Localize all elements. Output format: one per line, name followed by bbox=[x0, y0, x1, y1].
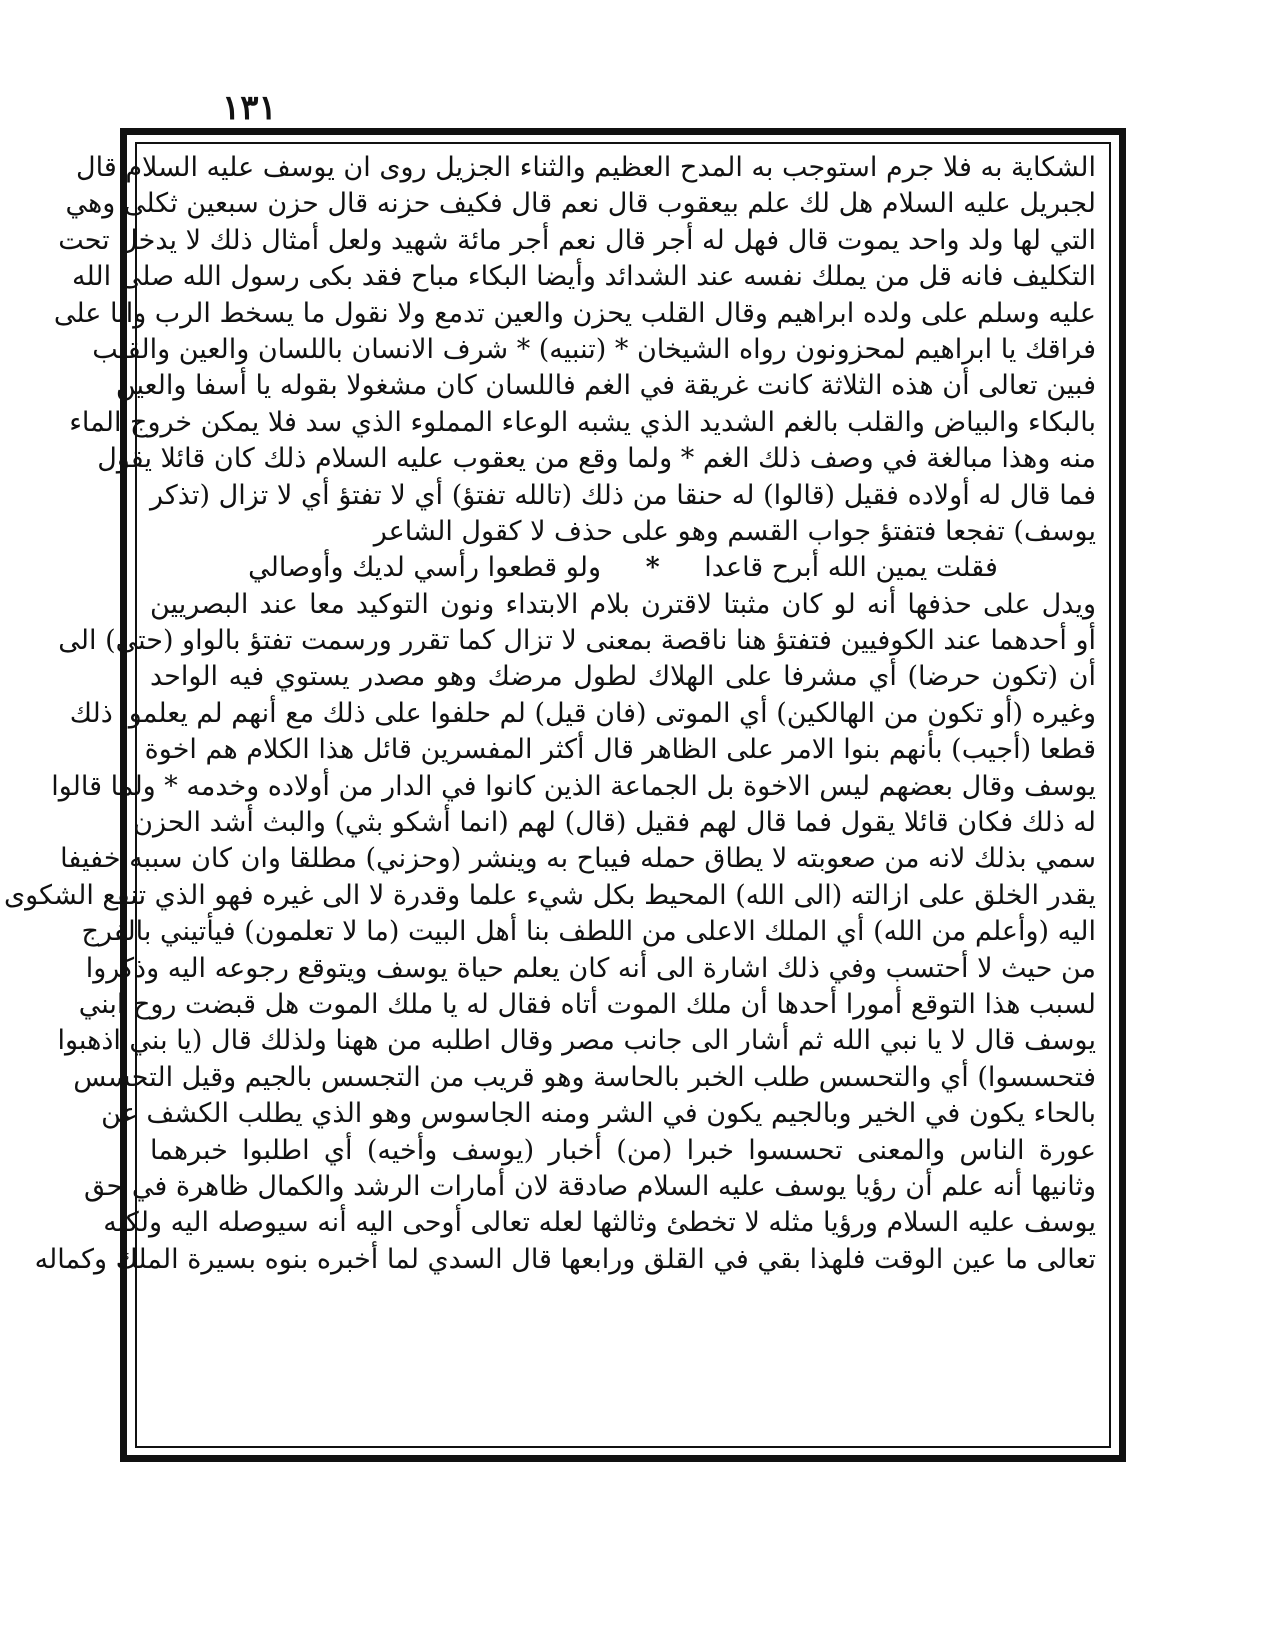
text-line: الشكاية به فلا جرم استوجب به المدح العظيم والثناء الجزيل روى ان يوسف عليه السلام قال bbox=[75, 152, 1096, 183]
text-line: يوسف عليه السلام ورؤيا مثله لا تخطئ وثالثها لعله تعالى أوحى اليه أنه سيوصله اليه ولكنه bbox=[103, 1207, 1096, 1239]
verse-hemistich-right: فقلت يمين الله أبرح قاعدا bbox=[704, 552, 998, 584]
text-line: ويدل على حذفها أنه لو كان مثبتا لاقترن بلام الابتداء ونون التوكيد معا عند البصريين bbox=[150, 588, 1096, 620]
text-line: تعالى ما عين الوقت فلهذا بقي في القلق ورابعها قال السدي لما أخبره بنوه بسيرة الملك وكماله bbox=[34, 1243, 1096, 1275]
text-line: يقدر الخلق على ازالته (الى الله) المحيط بكل شيء علما وقدرة لا الى غيره فهو الذي تنفع الشكوى bbox=[4, 879, 1096, 911]
text-line: بالحاء يكون في الخير وبالجيم يكون في الشر ومنه الجاسوس وهو الذي يطلب الكشف عن bbox=[101, 1098, 1096, 1130]
text-line: له ذلك فكان قائلا يقول فما قال لهم فقيل (قال) لهم (انما أشكو بثي) والبث أشد الحزن bbox=[133, 807, 1096, 839]
text-line: فتحسسوا) أي والتحسس طلب الخبر بالحاسة وهو قريب من التجسس بالجيم وقيل التحسس bbox=[73, 1061, 1096, 1093]
text-line: يوسف) تفجعا فتفتؤ جواب القسم وهو على حذف لا كقول الشاعر bbox=[373, 515, 1096, 547]
page-number: ١٣١ bbox=[222, 88, 277, 128]
text-line: وثانيها أنه علم أن رؤيا يوسف عليه السلام صادقة لان أمارات الرشد والكمال ظاهرة في حق bbox=[84, 1170, 1096, 1202]
text-line: يوسف وقال بعضهم ليس الاخوة بل الجماعة الذين كانوا في الدار من أولاده وخدمه * ولما قالوا bbox=[51, 770, 1096, 802]
text-line: يوسف قال لا يا نبي الله ثم أشار الى جانب مصر وقال اطلبه من ههنا ولذلك قال (يا بني اذهبوا bbox=[57, 1025, 1096, 1057]
text-line: قطعا (أجيب) بأنهم بنوا الامر على الظاهر قال أكثر المفسرين قائل هذا الكلام هم اخوة bbox=[144, 734, 1096, 766]
text-block bbox=[4, 150, 1096, 1442]
text-line: أن (تكون حرضا) أي مشرفا على الهلاك لطول مرضك وهو مصدر يستوي فيه الواحد bbox=[150, 661, 1096, 693]
text-line: التي لها ولد واحد يموت قال فهل له أجر قال نعم أجر مائة شهيد ولعل أمثال ذلك لا يدخل تحت bbox=[58, 224, 1096, 256]
text-line: لجبريل عليه السلام هل لك علم بيعقوب قال نعم قال فكيف حزنه قال حزن سبعين ثكلى وهي bbox=[65, 188, 1096, 220]
verse-hemistich-left: ولو قطعوا رأسي لديك وأوصالي bbox=[248, 552, 601, 584]
text-line: من حيث لا أحتسب وفي ذلك اشارة الى أنه كان يعلم حياة يوسف ويتوقع رجوعه اليه وذكروا bbox=[85, 952, 1096, 984]
verse-separator: * bbox=[645, 552, 660, 584]
text-line: منه وهذا مبالغة في وصف ذلك الغم * ولما وقع من يعقوب عليه السلام ذلك كان قائلا يقول bbox=[97, 443, 1096, 475]
text-line: اليه (وأعلم من الله) أي الملك الاعلى من اللطف بنا أهل البيت (ما لا تعلمون) فيأتيني بالفرج bbox=[81, 916, 1096, 948]
text-line: عليه وسلم على ولده ابراهيم وقال القلب يحزن والعين تدمع ولا نقول ما يسخط الرب وانا على bbox=[53, 297, 1096, 329]
text-line: فبين تعالى أن هذه الثلاثة كانت غريقة في الغم فاللسان كان مشغولا بقوله يا أسفا والعين bbox=[115, 370, 1096, 402]
text-line: لسبب هذا التوقع أمورا أحدها أن ملك الموت أتاه فقال له يا ملك الموت هل قبضت روح ابني bbox=[78, 988, 1096, 1020]
text-line: وغيره (أو تكون من الهالكين) أي الموتى (فان قيل) لم حلفوا على ذلك مع أنهم لم يعلموا ذلك bbox=[69, 697, 1096, 729]
poetry-verse bbox=[150, 550, 1096, 586]
text-line: عورة الناس والمعنى تحسسوا خبرا (من) أخبار (يوسف وأخيه) أي اطلبوا خبرهما bbox=[150, 1134, 1096, 1166]
text-line: فما قال له أولاده فقيل (قالوا) له حنقا من ذلك (تالله تفتؤ) أي لا تفتؤ أي لا تزال (تذكر bbox=[150, 479, 1096, 511]
text-line: أو أحدهما عند الكوفيين فتفتؤ هنا ناقصة بمعنى لا تزال كما تقرر ورسمت تفتؤ بالواو (حتى) الى bbox=[58, 625, 1096, 657]
text-line: التكليف فانه قل من يملك نفسه عند الشدائد وأيضا البكاء مباح فقد بكى رسول الله صلى الله bbox=[71, 261, 1096, 293]
text-line: فراقك يا ابراهيم لمحزونون رواه الشيخان * (تنبيه) * شرف الانسان باللسان والعين والقلب bbox=[92, 333, 1096, 365]
text-line: سمي بذلك لانه من صعوبته لا يطاق حمله فيباح به وينشر (وحزني) مطلقا وان كان سببه خفيفا bbox=[60, 843, 1096, 875]
text-line: بالبكاء والبياض والقلب بالغم الشديد الذي يشبه الوعاء المملوء الذي سد فلا يمكن خروج الماء bbox=[69, 406, 1096, 438]
